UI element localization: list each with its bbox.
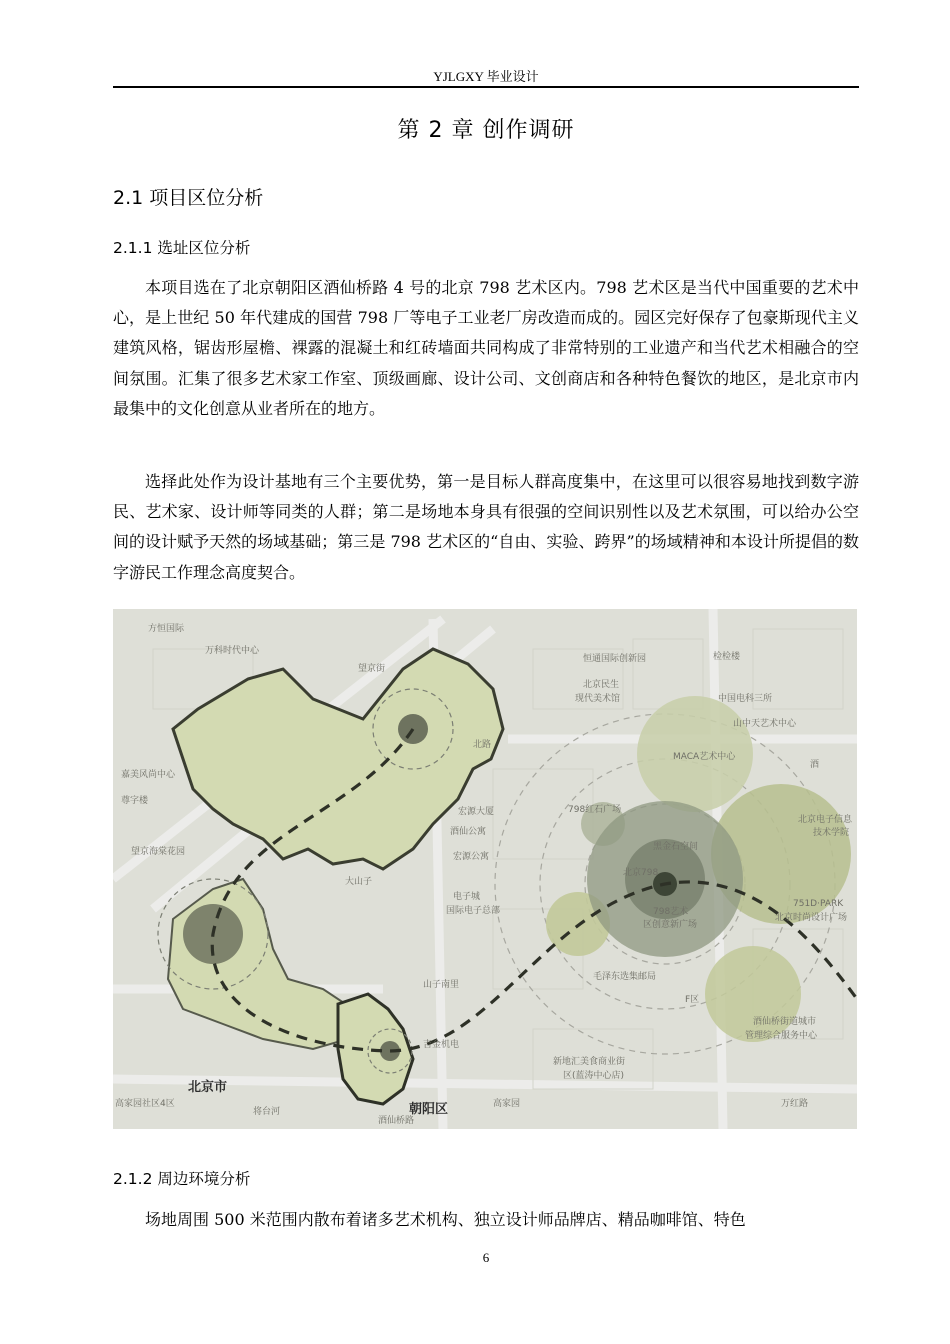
subsection-heading-2: 2.1.2 周边环境分析	[113, 1170, 251, 1188]
svg-text:望京街: 望京街	[358, 664, 386, 674]
svg-text:万科时代中心: 万科时代中心	[205, 646, 260, 656]
svg-text:山中天艺术中心: 山中天艺术中心	[733, 719, 797, 729]
svg-text:望京海棠花园: 望京海棠花园	[131, 847, 186, 857]
svg-text:宏源公寓: 宏源公寓	[453, 852, 490, 862]
svg-text:北京民生: 北京民生	[583, 680, 620, 690]
svg-text:高家园: 高家园	[493, 1099, 521, 1109]
svg-text:798红石广场: 798红石广场	[568, 805, 622, 815]
paragraph-2: 选择此处作为设计基地有三个主要优势，第一是目标人群高度集中，在这里可以很容易地找到数字游民、艺术家、设计师等同类的人群；第二是场地本身具有很强的空间识别性以及艺术氛围，可以给办公空间的设计赋予天然的场域基础；第三是 798 艺术区的“自由、实验、跨界”的场域精神和本设计所提倡的数字游民工作理念高度契合。	[113, 472, 859, 582]
svg-text:技术学院: 技术学院	[813, 828, 850, 838]
svg-text:朝阳区: 朝阳区	[409, 1102, 449, 1117]
svg-text:北京时尚设计广场: 北京时尚设计广场	[775, 913, 848, 923]
svg-text:北京市: 北京市	[188, 1080, 228, 1095]
paragraph-3: 场地周围 500 米范围内散布着诸多艺术机构、独立设计师品牌店、精品咖啡馆、特色	[145, 1210, 746, 1229]
svg-text:高家园社区4区: 高家园社区4区	[115, 1099, 175, 1109]
svg-text:酒仙桥路: 酒仙桥路	[378, 1116, 415, 1126]
svg-text:酒: 酒	[810, 760, 820, 770]
svg-text:吉金机电: 吉金机电	[423, 1040, 460, 1050]
svg-text:北京798: 北京798	[623, 868, 659, 878]
location-map-figure	[113, 609, 857, 1129]
page-header: YJLGXY 毕业设计	[433, 69, 539, 84]
svg-text:MACA艺术中心: MACA艺术中心	[673, 752, 736, 762]
svg-text:北路: 北路	[473, 740, 492, 750]
svg-text:区创意新广场: 区创意新广场	[643, 920, 698, 930]
svg-text:电子城: 电子城	[453, 892, 481, 902]
svg-text:酒仙桥街道城市: 酒仙桥街道城市	[753, 1017, 817, 1027]
svg-text:798艺术: 798艺术	[653, 907, 689, 917]
paragraph-1: 本项目选在了北京朝阳区酒仙桥路 4 号的北京 798 艺术区内。798 艺术区是当代中国重要的艺术中心，是上世纪 50 年代建成的国营 798 厂等电子工业老厂房改造而成的。园区完好保存了包豪斯现代主义建筑风格，锯齿形屋檐、裸露的混凝土和红砖墙面共同构成了非常特别的工业遗产和当代艺术相融合的空间氛围。汇集了很多艺术家工作室、顶级画廊、设计公司、文创商店和各种特色餐饮的地区，是北京市内最集中的文化创意从业者所在的地方。	[113, 278, 859, 418]
svg-text:山子南里: 山子南里	[423, 980, 460, 990]
svg-text:宏源大厦: 宏源大厦	[458, 807, 495, 817]
svg-text:尊字楼: 尊字楼	[121, 796, 149, 806]
svg-text:新地汇美食商业街: 新地汇美食商业街	[553, 1057, 626, 1067]
page-number: 6	[482, 1250, 490, 1265]
header-rule	[113, 86, 859, 88]
svg-text:区(蓝涛中心店): 区(蓝涛中心店)	[563, 1071, 625, 1081]
svg-text:大山子: 大山子	[345, 877, 373, 887]
svg-text:国际电子总部: 国际电子总部	[446, 906, 501, 916]
subsection-heading-1: 2.1.1 选址区位分析	[113, 239, 251, 257]
svg-text:黑金石空间: 黑金石空间	[653, 842, 699, 852]
section-heading: 2.1 项目区位分析	[113, 187, 264, 209]
svg-text:中国电科三所: 中国电科三所	[718, 694, 773, 704]
svg-text:F区: F区	[685, 995, 700, 1005]
svg-text:酒仙公寓: 酒仙公寓	[450, 827, 487, 837]
svg-text:检检楼: 检检楼	[713, 652, 741, 662]
svg-text:万红路: 万红路	[781, 1099, 809, 1109]
svg-text:将台河: 将台河	[253, 1107, 281, 1117]
svg-text:现代美术馆: 现代美术馆	[575, 694, 621, 704]
svg-text:恒通国际创新园: 恒通国际创新园	[583, 654, 647, 664]
svg-text:方恒国际: 方恒国际	[148, 624, 185, 634]
svg-text:北京电子信息: 北京电子信息	[798, 815, 853, 825]
svg-text:751D·PARK: 751D·PARK	[793, 899, 844, 909]
svg-text:嘉美风尚中心: 嘉美风尚中心	[121, 770, 176, 780]
chapter-title: 第 2 章 创作调研	[397, 118, 575, 143]
svg-text:毛泽东选集邮局: 毛泽东选集邮局	[593, 972, 657, 982]
svg-text:管理综合服务中心: 管理综合服务中心	[745, 1031, 818, 1041]
